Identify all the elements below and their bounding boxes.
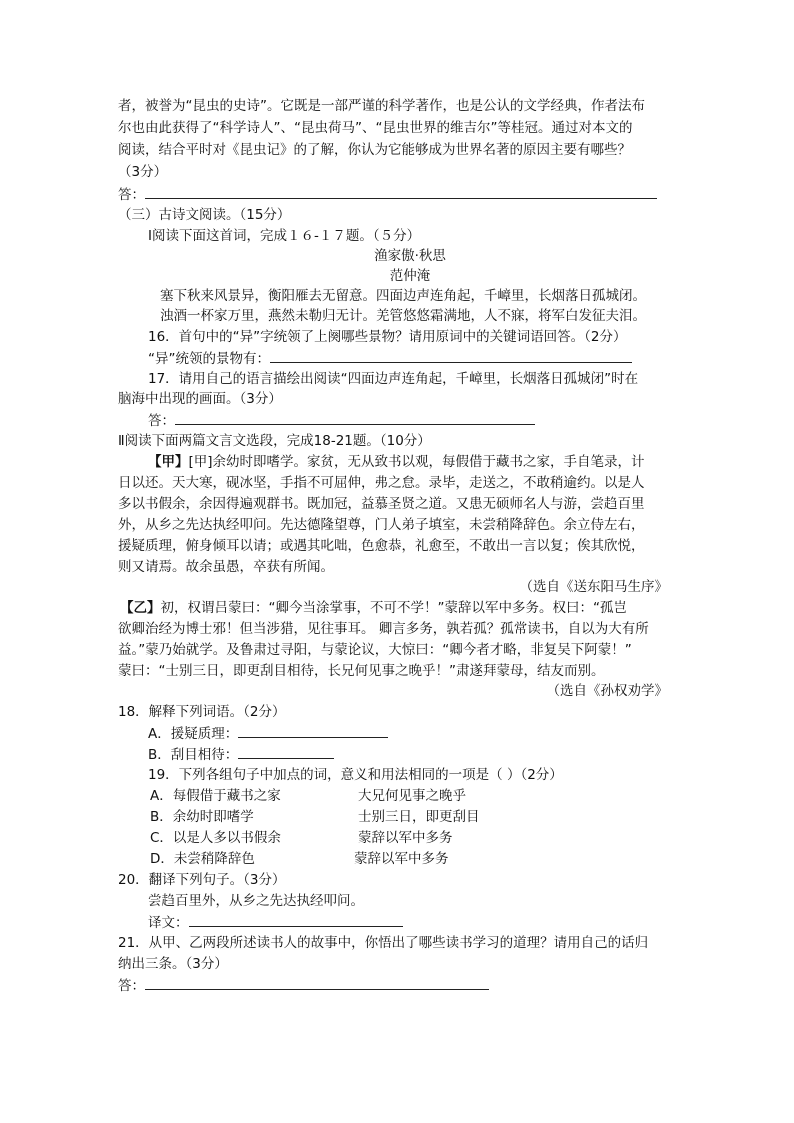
question-19-option-a-left: A．每假借于藏书之家 xyxy=(150,788,281,804)
question-19-option-b-right: 士别三日，即更刮目 xyxy=(358,809,480,825)
passage-yi-line-3: 益。”蒙乃始就学。及鲁肃过寻阳，与蒙论议，大惊曰：“卿今者才略，非复吴下阿蒙！” xyxy=(118,642,632,658)
question-16-answer-label: “异”统领的景物有： xyxy=(148,351,270,367)
question-18-a-row xyxy=(148,723,388,744)
question-18-b-label: B．刮目相待： xyxy=(148,747,239,763)
passage-jia-line-5: 援疑质理，俯身倾耳以请；或遇其叱咄，色愈恭，礼愈至，不敢出一言以复；俟其欣悦， xyxy=(118,538,645,554)
passage-jia-text-1: [甲]余幼时即嗜学。家贫，无从致书以观，每假借于藏书之家，手自笔录，计 xyxy=(188,454,645,470)
poem-author: 范仲淹 xyxy=(389,268,431,284)
question-17-answer-label: 答： xyxy=(148,413,175,429)
poem-line-2: 浊酒一杯家万里，燕然未勒归无计。羌管悠悠霜满地，人不寐，将军白发征夫泪。 xyxy=(160,308,646,324)
intro-answer-label: 答： xyxy=(118,187,145,203)
passage-yi-line-2: 欲卿治经为博士邪！但当涉猎，见往事耳。 卿言多务，孰若孤？孤常读书，自以为大有所 xyxy=(118,621,649,637)
question-19: 19．下列各组句子中加点的词，意义和用法相同的一项是（ ）（2分） xyxy=(148,767,563,783)
question-16-answer-row xyxy=(148,348,632,369)
question-21-answer-blank[interactable] xyxy=(145,975,489,990)
intro-line-3: 阅读，结合平时对《昆虫记》的了解，你认为它能够成为世界名著的原因主要有哪些？ xyxy=(118,142,631,158)
question-17-answer-row xyxy=(148,410,535,431)
part-1-intro: Ⅰ阅读下面这首词，完成１６-１７题。（５分） xyxy=(148,228,421,244)
question-16: 16．首句中的“异”字统领了上阕哪些景物？请用原词中的关键词语回答。（2分） xyxy=(148,329,627,345)
passage-jia-line-6: 则又请焉。故余虽愚，卒获有所闻。 xyxy=(118,559,334,575)
question-16-answer-blank[interactable] xyxy=(270,348,632,363)
question-18-b-blank[interactable] xyxy=(238,744,334,759)
question-18-a-blank[interactable] xyxy=(238,723,388,738)
question-18-a-label: A．援疑质理： xyxy=(148,726,239,742)
question-21-line-1: 21．从甲、乙两段所述读书人的故事中，你悟出了哪些读书学习的道理？请用自己的话归 xyxy=(118,935,649,951)
passage-yi-label: 【乙】 xyxy=(120,600,161,616)
passage-jia-source: （选自《送东阳马生序》 xyxy=(519,579,668,595)
question-21-answer-label: 答： xyxy=(118,978,145,994)
question-21-line-2: 纳出三条。（3分） xyxy=(118,956,228,972)
passage-jia-line-2: 日以还。天大寒，砚冰坚，手指不可屈伸，弗之怠。录毕，走送之，不敢稍逾约。以是人 xyxy=(118,475,645,491)
passage-jia-line-3: 多以书假余，余因得遍观群书。既加冠，益慕圣贤之道。又患无硕师名人与游，尝趋百里 xyxy=(118,496,645,512)
question-20: 20．翻译下列句子。（3分） xyxy=(118,872,286,888)
question-21-answer-row xyxy=(118,975,489,996)
intro-answer-row xyxy=(118,184,657,205)
passage-yi-text-1: 初，权谓吕蒙曰：“卿今当涂掌事，不可不学！”蒙辞以军中多务。权曰：“孤岂 xyxy=(160,600,627,616)
question-19-option-d-right: 蒙辞以军中多务 xyxy=(354,851,449,867)
passage-yi-source: （选自《孙权劝学》 xyxy=(546,683,668,699)
question-19-option-c-right: 蒙辞以军中多务 xyxy=(358,830,453,846)
intro-line-1: 者，被誉为“昆虫的史诗”。它既是一部严谨的科学著作，也是公认的文学经典，作者法布 xyxy=(118,98,645,114)
passage-jia-label: 【甲】 xyxy=(148,454,189,470)
question-17-line-1: 17．请用自己的语言描绘出阅读“四面边声连角起，千嶂里，长烟落日孤城闭”时在 xyxy=(148,371,639,387)
question-17-answer-blank[interactable] xyxy=(175,410,535,425)
question-19-option-c-left: C．以是人多以书假余 xyxy=(150,830,281,846)
question-20-answer-label: 译文： xyxy=(148,915,189,931)
part-2-intro: Ⅱ阅读下面两篇文言文选段，完成18-21题。（10分） xyxy=(118,433,431,449)
question-19-option-d-left: D．未尝稍降辞色 xyxy=(150,851,255,867)
poem-line-1: 塞下秋来风景异，衡阳雁去无留意。四面边声连角起，千嶂里，长烟落日孤城闭。 xyxy=(160,288,646,304)
question-19-option-a-right: 大兄何见事之晚乎 xyxy=(358,788,466,804)
question-20-sentence: 尝趋百里外，从乡之先达执经叩问。 xyxy=(148,893,364,909)
question-18-b-row xyxy=(148,744,334,765)
passage-jia-line-4: 外，从乡之先达执经叩问。先达德隆望尊，门人弟子填室，未尝稍降辞色。余立侍左右， xyxy=(118,517,645,533)
question-18: 18．解释下列词语。（2分） xyxy=(118,704,286,720)
passage-yi-line-4: 蒙曰：“士别三日，即更刮目相待，长兄何见事之晚乎！”肃遂拜蒙母，结友而别。 xyxy=(118,663,605,679)
question-17-line-2: 脑海中出现的画面。（3分） xyxy=(118,391,282,407)
question-20-answer-row xyxy=(148,912,403,933)
passage-jia-line-1 xyxy=(148,452,645,472)
intro-score: （3分） xyxy=(118,164,168,180)
question-19-option-b-left: B．余幼时即嗜学 xyxy=(150,809,254,825)
intro-line-2: 尔也由此获得了“科学诗人”、“昆虫荷马”、“昆虫世界的维吉尔”等桂冠。通过对本文的 xyxy=(118,120,633,136)
intro-answer-blank[interactable] xyxy=(145,184,657,199)
question-20-answer-blank[interactable] xyxy=(189,912,403,927)
section-3-title: （三）古诗文阅读。（15分） xyxy=(118,207,291,223)
poem-title: 渔家傲·秋思 xyxy=(374,248,446,264)
passage-yi-line-1 xyxy=(120,598,627,618)
